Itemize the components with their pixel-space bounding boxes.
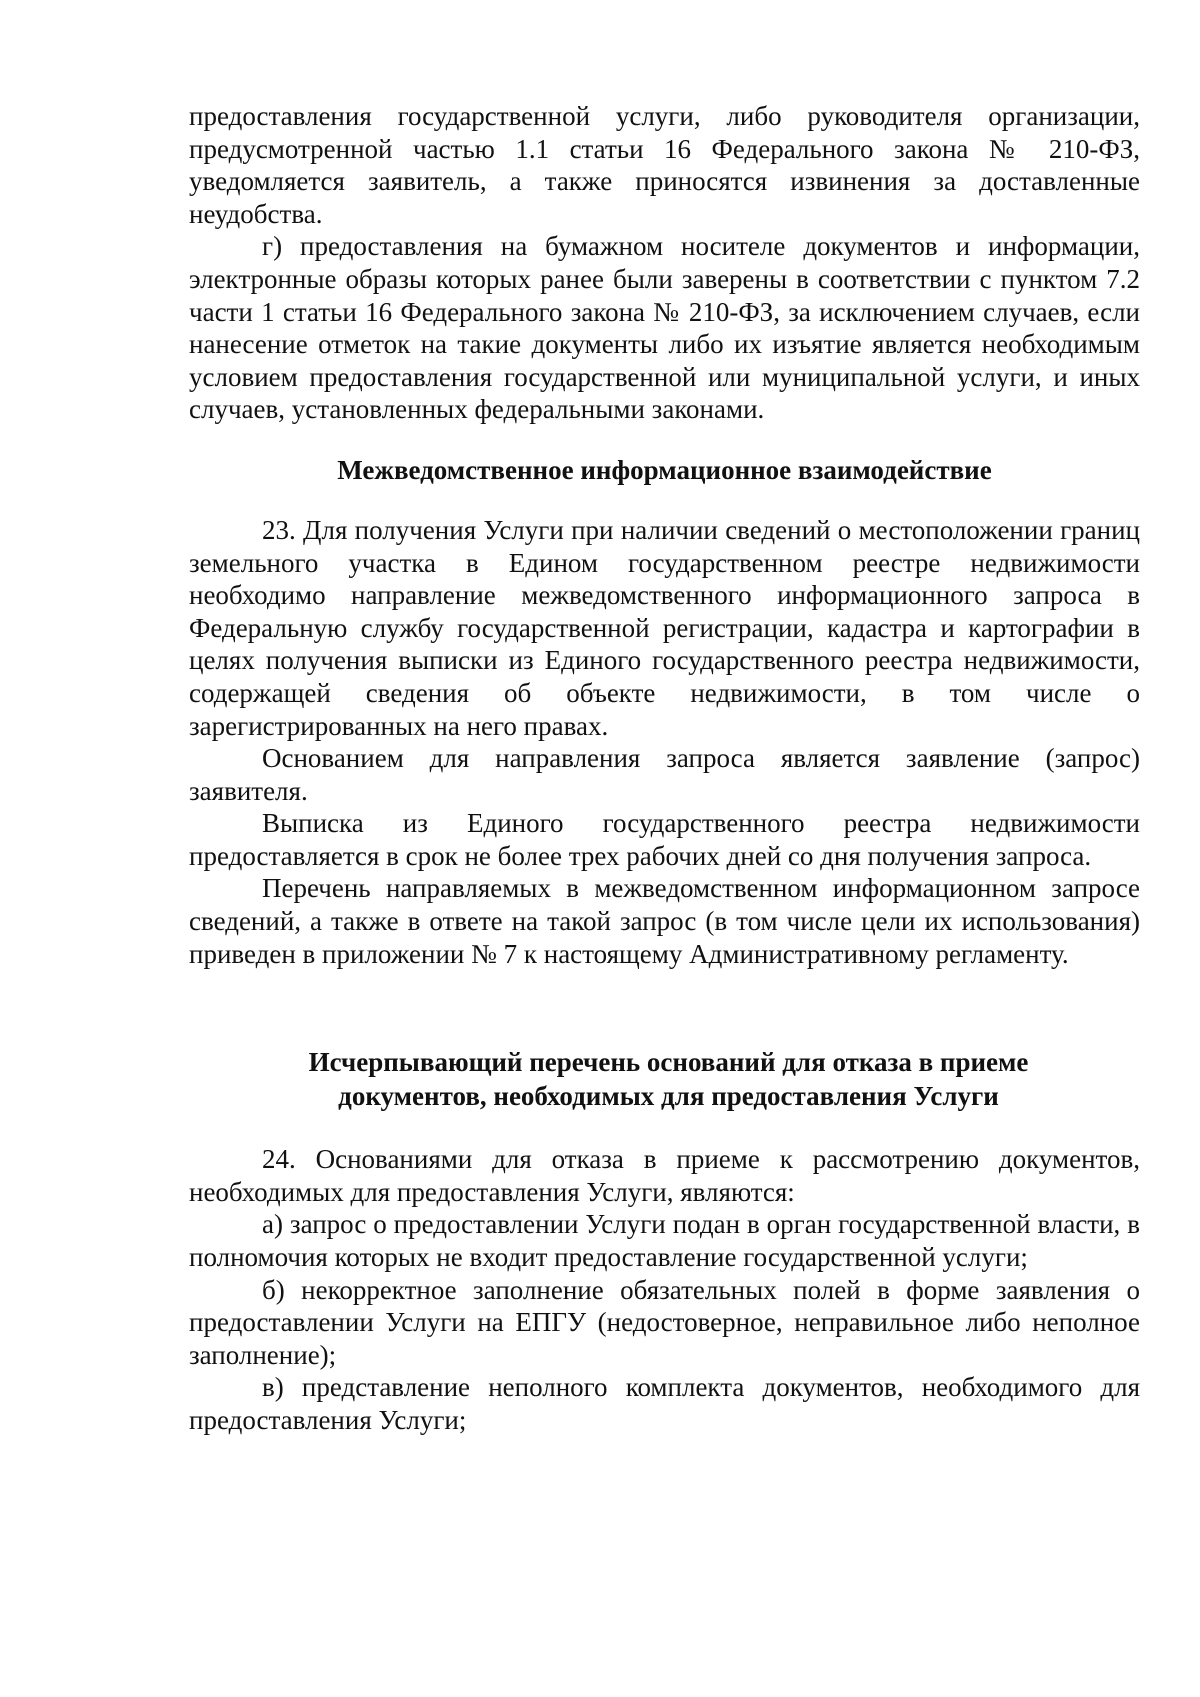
section-heading-refusal <box>189 1045 1140 1113</box>
item-v-paragraph: в) представление неполного комплекта документов, необходимого для предоставления Услуги; <box>189 1372 1140 1435</box>
section-heading-interagency: Межведомственное информационное взаимодействие <box>337 454 992 485</box>
paragraph-23: 23. Для получения Услуги при наличии сведений о местоположении границ земельного участка в Едином государственном реестре недвижимости необходимо направление межведомственного информационного запроса в Федеральную службу государственной регистрации, кадастра и картографии в целях получения выписки из Единого государственного реестра недвижимости, содержащей сведения об объекте недвижимости, в том числе о зарегистрированных на него правах. <box>189 514 1140 741</box>
item-b-paragraph: б) некорректное заполнение обязательных полей в форме заявления о предоставлении Услуги на ЕПГУ (недостоверное, неправильное либо неполное заполнение); <box>189 1274 1140 1370</box>
document-body <box>189 100 1140 1437</box>
section-heading-refusal-line1: Исчерпывающий перечень оснований для отказа в приеме <box>308 1047 1029 1078</box>
paragraph-list: Перечень направляемых в межведомственном информационном запросе сведений, а также в ответе на такой запрос (в том числе цели их использования) приведен в приложении № 7 к настоящему Административному регламенту. <box>189 873 1140 969</box>
intro-paragraph: предоставления государственной услуги, либо руководителя организации, предусмотренной частью 1.1 статьи 16 Федерального закона № 210-ФЗ, уведомляется заявитель, а также приносятся извинения за доставленные неудобства. <box>189 101 1140 229</box>
item-a-paragraph: а) запрос о предоставлении Услуги подан в орган государственной власти, в полномочия которых не входит предоставление государственной услуги; <box>189 1209 1140 1273</box>
paragraph-basis: Основанием для направления запроса является заявление (запрос) заявителя. <box>189 743 1140 806</box>
item-g-paragraph: г) предоставления на бумажном носителе документов и информации, электронные образы которых ранее были заверены в соответствии с пунктом 7.2 части 1 статьи 16 Федерального закона № 210-ФЗ, за исключением случаев, если нанесение отметок на такие документы либо их изъятие является необходимым условием предоставления государственной или муниципальной услуги, и иных случаев, установленных федеральными законами. <box>189 231 1140 425</box>
section-heading-refusal-line2: документов, необходимых для предоставления Услуги <box>338 1081 999 1112</box>
paragraph-extract: Выписка из Единого государственного реестра недвижимости предоставляется в срок не более трех рабочих дней со дня получения запроса. <box>189 808 1140 871</box>
paragraph-24: 24. Основаниями для отказа в приеме к рассмотрению документов, необходимых для предоставления Услуги, являются: <box>189 1144 1140 1207</box>
